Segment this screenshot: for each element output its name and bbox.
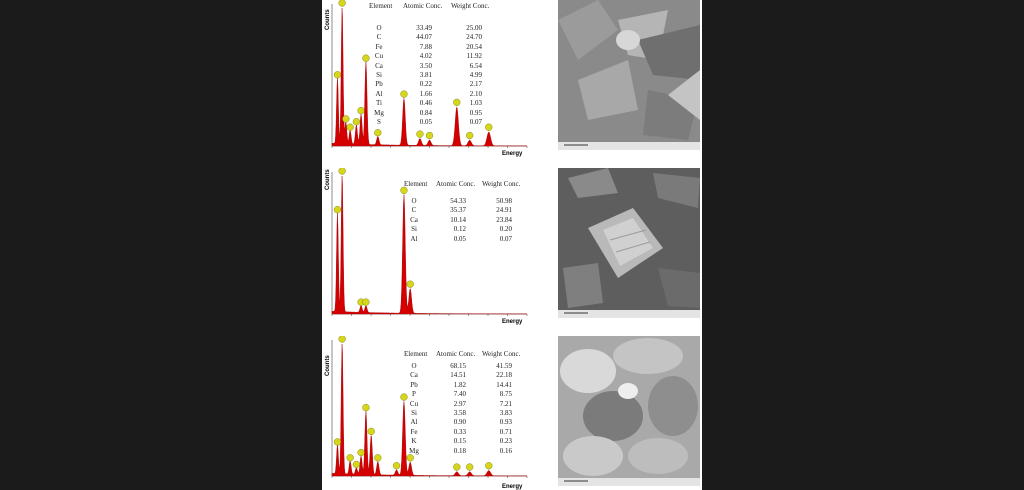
- header-weight: Weight Conc.: [482, 350, 521, 358]
- cell-atomic: 10.14: [450, 215, 466, 224]
- cell-element: Ca: [410, 371, 418, 380]
- cell-atomic: 0.05: [419, 118, 432, 126]
- peak-marker: [353, 461, 360, 468]
- cell-element: P: [412, 390, 416, 399]
- cell-atomic: 0.33: [453, 427, 466, 436]
- cell-element: Ti: [376, 99, 382, 108]
- cell-atomic: 54.33: [450, 197, 466, 205]
- cell-atomic: 0.90: [453, 418, 466, 427]
- cell-element: C: [411, 206, 417, 215]
- cell-atomic: 0.22: [419, 80, 432, 89]
- header-weight: Weight Conc.: [451, 2, 490, 10]
- panel-2: [322, 168, 702, 328]
- peak-marker: [485, 124, 492, 131]
- cell-weight: 41.59: [496, 362, 512, 370]
- cell-weight: 0.71: [499, 427, 512, 436]
- cell-element: C: [376, 33, 382, 42]
- peak-marker: [466, 464, 473, 471]
- peak-marker: [485, 462, 492, 469]
- peak-marker: [347, 454, 354, 461]
- peak-marker: [358, 449, 365, 456]
- cell-element: Al: [410, 234, 418, 243]
- cell-weight: 0.07: [469, 118, 482, 126]
- cell-element: Si: [376, 71, 382, 79]
- x-axis-label: Energy: [502, 151, 523, 157]
- cell-element: Cu: [409, 399, 419, 408]
- cell-element: Fe: [410, 427, 418, 436]
- peak-marker: [347, 124, 354, 131]
- eds-spectrum-3: [322, 336, 552, 490]
- cell-atomic: 4.02: [419, 52, 432, 61]
- cell-weight: 4.99: [469, 71, 482, 79]
- cell-element: Ca: [375, 61, 383, 70]
- peak-marker: [353, 118, 360, 125]
- cell-atomic: 0.12: [453, 225, 466, 234]
- cell-atomic: 0.05: [453, 234, 466, 243]
- cell-element: Al: [375, 89, 383, 98]
- cell-element: Fe: [375, 42, 383, 51]
- cell-atomic: 2.97: [453, 399, 466, 408]
- cell-weight: 0.23: [499, 437, 512, 446]
- y-axis-label: Counts: [325, 9, 331, 30]
- header-weight: Weight Conc.: [482, 180, 521, 188]
- cell-weight: 0.93: [499, 418, 512, 427]
- cell-atomic: 1.66: [419, 89, 432, 98]
- sem-image-2: [558, 168, 700, 318]
- cell-atomic: 0.15: [453, 437, 466, 446]
- cell-atomic: 7.40: [453, 390, 466, 399]
- x-axis-label: Energy: [502, 319, 523, 325]
- panel-1: [322, 0, 702, 160]
- y-axis-label: Counts: [325, 355, 331, 376]
- cell-weight: 25.00: [466, 24, 482, 32]
- cell-weight: 2.17: [469, 80, 482, 89]
- peak-marker: [453, 464, 460, 471]
- cell-element: O: [411, 197, 417, 205]
- cell-atomic: 1.82: [453, 380, 466, 389]
- cell-weight: 2.10: [469, 89, 482, 98]
- peak-marker: [374, 454, 381, 461]
- peak-marker: [358, 107, 365, 114]
- peak-marker: [368, 428, 375, 435]
- cell-element: Ca: [410, 215, 418, 224]
- cell-atomic: 0.18: [453, 446, 466, 455]
- cell-weight: 11.92: [466, 52, 482, 61]
- cell-weight: 22.18: [496, 371, 512, 380]
- peak-marker: [339, 336, 346, 342]
- cell-atomic: 33.49: [416, 24, 432, 32]
- header-element: Element: [404, 350, 428, 358]
- peak-marker: [334, 71, 341, 78]
- peak-marker: [466, 132, 473, 139]
- peak-marker: [374, 129, 381, 136]
- cell-element: Pb: [410, 380, 418, 389]
- sem-image-1: [558, 0, 700, 150]
- peak-marker: [417, 131, 424, 138]
- header-atomic: Atomic Conc.: [403, 2, 443, 10]
- peak-marker: [393, 462, 400, 469]
- cell-weight: 1.03: [469, 99, 482, 108]
- cell-weight: 24.91: [496, 206, 512, 215]
- cell-atomic: 44.07: [416, 33, 432, 42]
- cell-atomic: 68.15: [450, 362, 466, 370]
- figure-page: [322, 0, 702, 490]
- cell-atomic: 7.88: [419, 42, 432, 51]
- cell-weight: 0.20: [499, 225, 512, 234]
- panel-3: [322, 336, 702, 490]
- header-element: Element: [404, 180, 428, 188]
- peak-marker: [339, 168, 346, 174]
- cell-element: Si: [411, 225, 417, 234]
- cell-weight: 0.16: [499, 446, 512, 455]
- cell-element: Si: [411, 409, 417, 417]
- cell-element: Mg: [374, 108, 384, 117]
- header-atomic: Atomic Conc.: [436, 350, 476, 358]
- cell-weight: 24.70: [466, 33, 482, 42]
- cell-weight: 6.54: [469, 61, 482, 70]
- sem-micrograph: [558, 168, 700, 318]
- cell-weight: 23.84: [496, 215, 512, 224]
- y-axis-label: Counts: [325, 169, 331, 190]
- cell-weight: 50.98: [496, 197, 512, 205]
- cell-atomic: 14.51: [450, 371, 466, 380]
- eds-spectrum-2: [322, 168, 552, 328]
- cell-weight: 3.83: [499, 409, 512, 417]
- cell-atomic: 3.58: [453, 409, 466, 417]
- peak-marker: [426, 132, 433, 139]
- cell-weight: 8.75: [499, 390, 512, 399]
- cell-atomic: 0.46: [419, 99, 432, 108]
- cell-weight: 0.07: [499, 234, 512, 243]
- header-element: Element: [369, 2, 393, 10]
- cell-element: K: [411, 437, 417, 446]
- cell-atomic: 3.81: [419, 71, 432, 79]
- peak-marker: [334, 439, 341, 446]
- sem-micrograph: [558, 0, 700, 150]
- eds-spectrum-1: [322, 0, 552, 160]
- cell-weight: 7.21: [499, 399, 512, 408]
- cell-element: S: [377, 118, 381, 126]
- peak-marker: [339, 0, 346, 6]
- cell-element: Al: [410, 418, 418, 427]
- cell-weight: 0.95: [469, 108, 482, 117]
- cell-weight: 20.54: [466, 42, 482, 51]
- sem-image-3: [558, 336, 700, 486]
- cell-element: O: [411, 362, 417, 370]
- cell-element: Pb: [375, 80, 383, 89]
- cell-atomic: 3.50: [419, 61, 432, 70]
- cell-atomic: 0.84: [419, 108, 432, 117]
- cell-element: Mg: [409, 446, 419, 455]
- peak-marker: [334, 206, 341, 213]
- sem-micrograph: [558, 336, 700, 486]
- peak-marker: [407, 281, 414, 288]
- cell-weight: 14.41: [496, 380, 512, 389]
- cell-atomic: 35.37: [450, 206, 466, 215]
- cell-element: Cu: [374, 52, 384, 61]
- x-axis-label: Energy: [502, 484, 523, 490]
- header-atomic: Atomic Conc.: [436, 180, 476, 188]
- peak-marker: [363, 299, 370, 306]
- peak-marker: [363, 404, 370, 411]
- cell-element: O: [376, 24, 382, 32]
- peak-marker: [342, 116, 349, 123]
